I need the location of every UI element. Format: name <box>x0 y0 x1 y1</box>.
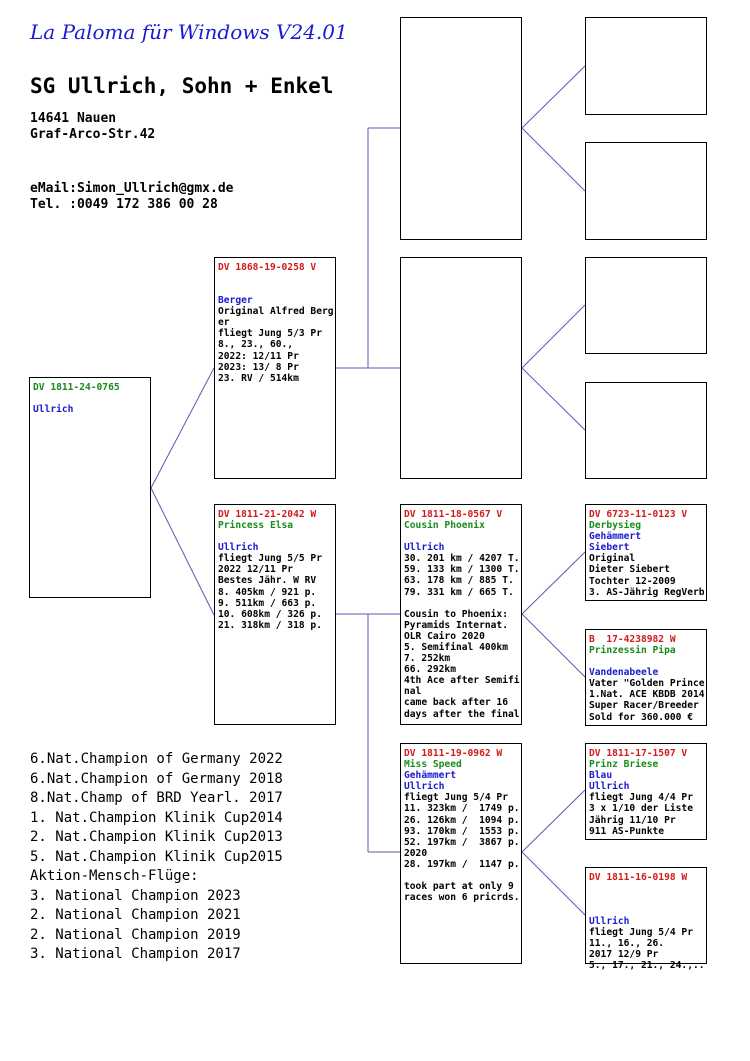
pigeon-info-line <box>589 894 703 905</box>
pigeon-info-line: 3 x 1/10 der Liste <box>589 803 693 815</box>
pigeon-info-line: Original <box>589 553 636 565</box>
pigeon-info-line: fliegt Jung 5/3 Pr <box>218 328 322 340</box>
pigeon-info-line: fliegt Jung 5/4 Pr <box>404 792 508 804</box>
pigeon-info-line: Bestes Jähr. W RV <box>218 575 317 587</box>
pigeon-info-line: Ullrich <box>33 404 74 416</box>
pigeon-info-line: races won 6 pricrds. <box>404 892 520 904</box>
honor-item: 3. National Champion 2017 <box>30 946 241 962</box>
pigeon-card-great-grandparent-1[interactable] <box>585 17 707 115</box>
pigeon-info-line: Prinz Briese <box>589 759 659 771</box>
pigeon-info-line: 11., 16., 26. <box>589 938 665 950</box>
pigeon-info-line: 3. AS-Jährig RegVerb <box>589 586 705 598</box>
pigeon-info-line: 59. 133 km / 1300 T. <box>404 564 520 576</box>
pigeon-info-line: 2023: 13/ 8 Pr <box>218 361 299 373</box>
honor-item: 2. Nat.Champion Klinik Cup2013 <box>30 829 283 845</box>
pigeon-info-line <box>404 531 518 542</box>
pigeon-card-maternal-grandmother[interactable] <box>400 743 522 964</box>
honor-item: Aktion-Mensch-Flüge: <box>30 868 199 884</box>
pigeon-info-line: 23. RV / 514km <box>218 372 299 384</box>
pigeon-info-line: 28. 197km / 1147 p. <box>404 858 520 870</box>
pigeon-info-line: 2022 12/11 Pr <box>218 564 294 576</box>
ring-number: DV 1811-16-0198 W <box>589 872 688 883</box>
honor-item: 2. National Champion 2019 <box>30 926 241 943</box>
pigeon-info-line: 21. 318km / 318 p. <box>218 619 322 631</box>
honor-item: 3. National Champion 2023 <box>30 887 241 904</box>
pigeon-info-line: 52. 197km / 3867 p. <box>404 836 520 848</box>
honor-item: 1. Nat.Champion Klinik Cup2014 <box>30 809 283 826</box>
pigeon-info-line: 9. 511km / 663 p. <box>218 597 317 609</box>
pigeon-info-line: Ullrich <box>218 542 259 554</box>
pigeon-info-line: fliegt Jung 4/4 Pr <box>589 792 693 804</box>
pigeon-info-line: Vandenabeele <box>589 667 659 679</box>
pigeon-info-line <box>33 393 147 404</box>
pigeon-info-line: Prinzessin Pipa <box>589 645 676 657</box>
pigeon-info-line <box>218 284 332 295</box>
owner-name: SG Ullrich, Sohn + Enkel <box>30 74 334 98</box>
pigeon-card-great-grandparent-7[interactable] <box>585 743 707 840</box>
pigeon-info-line: 2022: 12/11 Pr <box>218 350 299 362</box>
pigeon-info-line: 66. 292km <box>404 664 456 676</box>
honor-item: 6.Nat.Champion of Germany 2022 <box>30 751 283 767</box>
pigeon-card-great-grandparent-6[interactable] <box>585 629 707 726</box>
pigeon-info-line: Original Alfred Berg <box>218 306 334 318</box>
pigeon-info-line: 5. Semifinal 400km <box>404 641 508 653</box>
pigeon-info-line: Cousin Phoenix <box>404 520 485 532</box>
pigeon-info-line: er <box>218 317 230 329</box>
owner-street: Graf-Arco-Str.42 <box>30 127 156 142</box>
pigeon-card-great-grandparent-4[interactable] <box>585 382 707 479</box>
pigeon-info-line: 79. 331 km / 665 T. <box>404 586 514 598</box>
pigeon-info-line: Ullrich <box>589 916 630 928</box>
pigeon-info-line: 7. 252km <box>404 653 451 665</box>
pigeon-info-line: 26. 126km / 1094 p. <box>404 814 520 826</box>
pigeon-info-line: came back after 16 <box>404 697 508 709</box>
ring-number: DV 1811-21-2042 W <box>218 509 317 520</box>
pigeon-info-line: 30. 201 km / 4207 T. <box>404 553 520 565</box>
pigeon-info-line: Sold for 360.000 € <box>589 711 693 723</box>
pigeon-info-line: 11. 323km / 1749 p. <box>404 803 520 815</box>
pigeon-info-line: 5., 17., 21., 24.,.. <box>589 960 705 972</box>
pigeon-info-line: Cousin to Phoenix: <box>404 608 508 620</box>
pigeon-info-line: days after the final <box>404 708 520 720</box>
pigeon-info-line: Miss Speed <box>404 759 462 771</box>
ring-number: DV 1811-24-0765 <box>33 382 120 393</box>
pigeon-card-great-grandparent-5[interactable] <box>585 504 707 601</box>
pigeon-info-line: Ullrich <box>404 781 445 793</box>
pigeon-card-great-grandparent-2[interactable] <box>585 142 707 240</box>
pigeon-info-line: 8., 23., 60., <box>218 339 294 351</box>
honors-list <box>30 750 283 965</box>
honor-item: 6.Nat.Champion of Germany 2018 <box>30 770 283 787</box>
pigeon-info-line: 93. 170km / 1553 p. <box>404 825 520 837</box>
pigeon-card-subject[interactable] <box>29 377 151 598</box>
pigeon-info-line: 10. 608km / 326 p. <box>218 608 322 620</box>
owner-phone: Tel. :0049 172 386 00 28 <box>30 197 218 212</box>
owner-email: eMail:Simon_Ullrich@gmx.de <box>30 181 234 196</box>
pigeon-info-line: 1.Nat. ACE KBDB 2014 <box>589 689 705 701</box>
ring-number: DV 1811-17-1507 V <box>589 748 688 759</box>
pigeon-info-line: Super Racer/Breeder <box>589 700 699 712</box>
honor-item: 2. National Champion 2021 <box>30 907 241 923</box>
ring-number: DV 1811-19-0962 W <box>404 748 503 759</box>
pigeon-info-line: Vater "Golden Prince <box>589 678 705 690</box>
pigeon-info-line: Princess Elsa <box>218 520 294 532</box>
pigeon-info-line: fliegt Jung 5/5 Pr <box>218 553 322 565</box>
pigeon-info-line <box>404 598 518 609</box>
pigeon-info-line: Tochter 12-2009 <box>589 575 676 587</box>
pigeon-card-great-grandparent-8[interactable] <box>585 867 707 972</box>
ring-number: DV 6723-11-0123 V <box>589 509 688 520</box>
pigeon-info-line: 4th Ace after Semifi <box>404 675 520 687</box>
pigeon-info-line: Ullrich <box>589 781 630 793</box>
app-title: La Paloma für Windows V24.01 <box>30 20 348 44</box>
pigeon-info-line: Dieter Siebert <box>589 564 670 576</box>
pigeon-info-line: 8. 405km / 921 p. <box>218 586 317 598</box>
pigeon-info-line: Derbysieg <box>589 520 641 532</box>
pigeon-card-mother[interactable] <box>214 504 336 725</box>
pigeon-info-line <box>589 883 703 894</box>
pigeon-card-paternal-grandfather[interactable] <box>400 17 522 240</box>
honor-item: 5. Nat.Champion Klinik Cup2015 <box>30 848 283 865</box>
owner-city: 14641 Nauen <box>30 111 117 126</box>
pigeon-info-line: 911 AS-Punkte <box>589 825 665 837</box>
pigeon-info-line: 63. 178 km / 885 T. <box>404 575 514 587</box>
pigeon-info-line <box>404 870 518 881</box>
pigeon-info-line <box>589 656 703 667</box>
pigeon-card-paternal-grandmother[interactable] <box>400 257 522 479</box>
pigeon-info-line: nal <box>404 686 422 698</box>
pigeon-info-line: Gehämmert <box>404 770 456 782</box>
pigeon-info-line: Siebert <box>589 542 630 554</box>
pigeon-info-line: Pyramids Internat. <box>404 619 508 631</box>
ring-number: B 17-4238982 W <box>589 634 676 645</box>
pigeon-info-line: Gehämmert <box>589 531 641 543</box>
pigeon-info-line: Berger <box>218 295 253 307</box>
pigeon-info-line <box>589 905 703 916</box>
pigeon-info-line: Jährig 11/10 Pr <box>589 814 676 826</box>
ring-number: DV 1811-18-0567 V <box>404 509 503 520</box>
pigeon-info-line: 2020 <box>404 847 428 859</box>
pigeon-info-line: Blau <box>589 770 613 782</box>
pigeon-info-line <box>218 531 332 542</box>
pigeon-info-line: took part at only 9 <box>404 881 514 893</box>
honor-item: 8.Nat.Champ of BRD Yearl. 2017 <box>30 790 283 806</box>
pigeon-info-line: Ullrich <box>404 542 445 554</box>
ring-number: DV 1868-19-0258 V <box>218 262 317 273</box>
pigeon-info-line <box>218 273 332 284</box>
pigeon-card-great-grandparent-3[interactable] <box>585 257 707 354</box>
pigeon-info-line: 2017 12/9 Pr <box>589 949 659 961</box>
pigeon-info-line: fliegt Jung 5/4 Pr <box>589 927 693 939</box>
pigeon-info-line: OLR Cairo 2020 <box>404 630 485 642</box>
pigeon-card-father[interactable] <box>214 257 336 479</box>
pigeon-card-maternal-grandfather[interactable] <box>400 504 522 725</box>
